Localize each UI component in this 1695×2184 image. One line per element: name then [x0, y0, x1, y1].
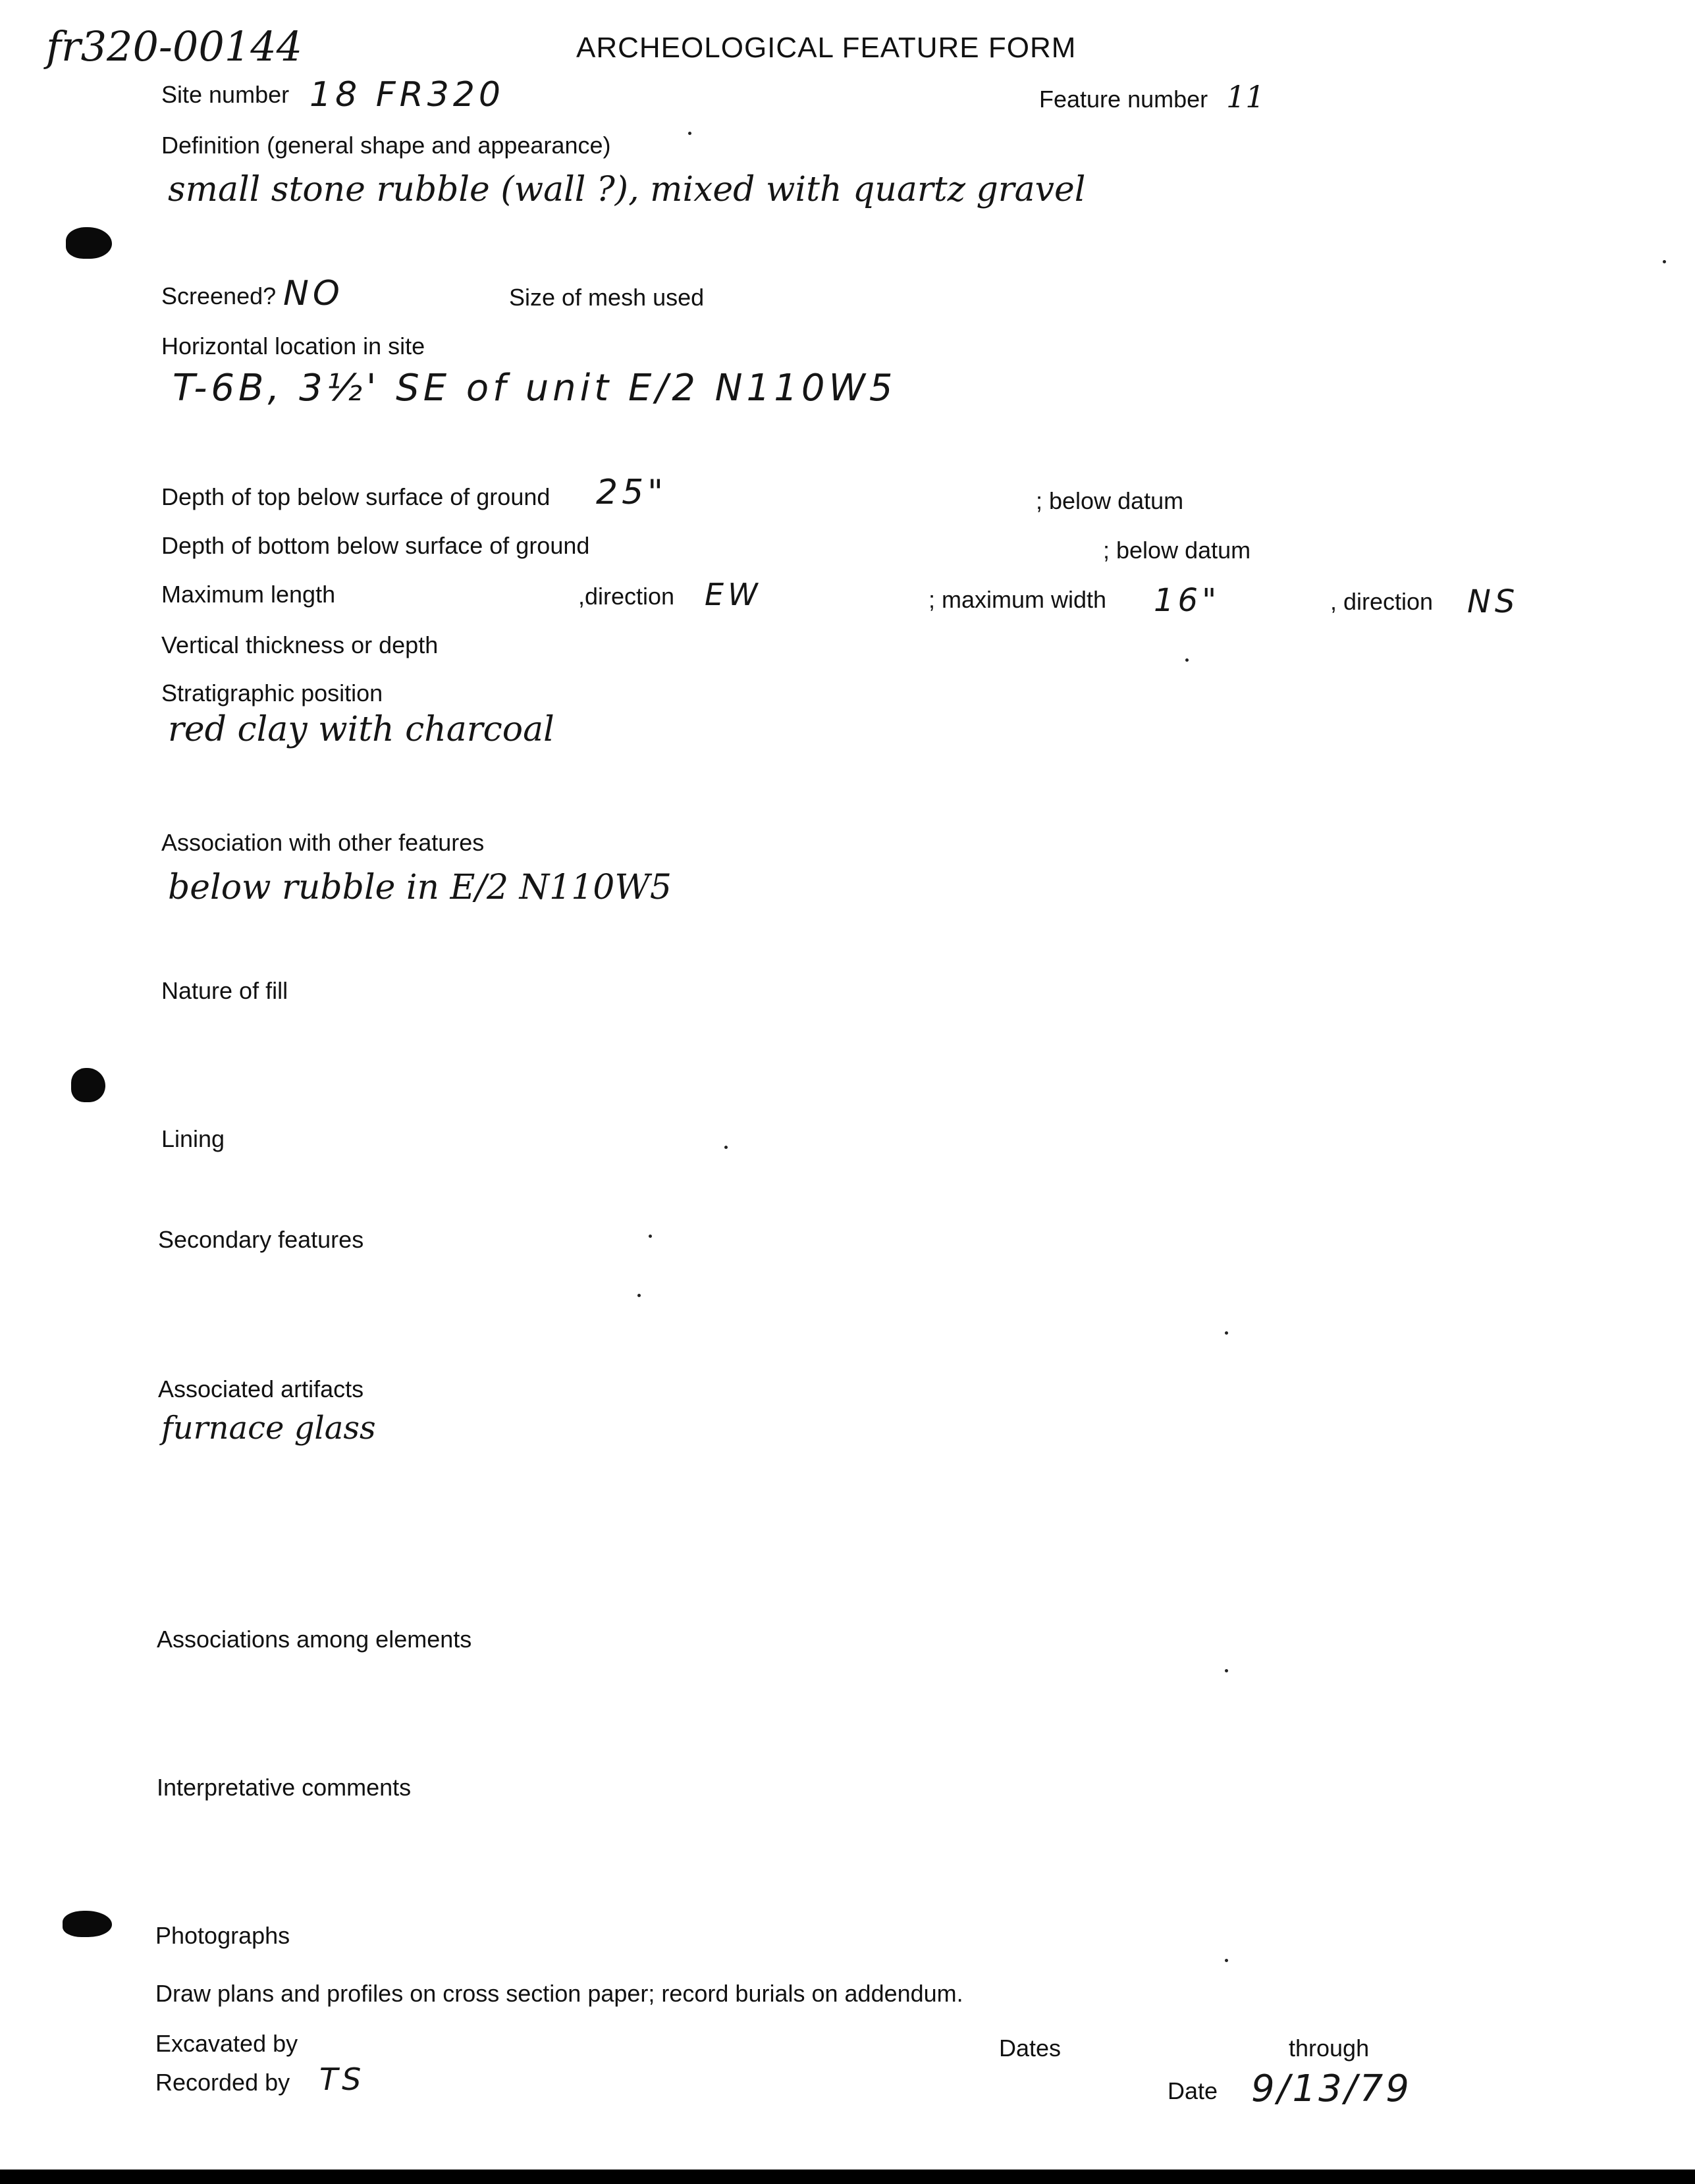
mesh-size-label: Size of mesh used [509, 284, 705, 311]
depth-top-datum-label: ; below datum [1036, 487, 1184, 514]
scan-speck [1185, 658, 1189, 662]
dates-through-label: through [1289, 2035, 1370, 2062]
depth-top-value: 25" [596, 473, 668, 512]
association-features-label: Association with other features [161, 829, 485, 856]
max-width-direction-label: , direction [1330, 588, 1434, 615]
date-value: 9/13/79 [1251, 2067, 1412, 2110]
max-width-value: 16" [1154, 582, 1221, 619]
stratigraphic-position-label: Stratigraphic position [161, 679, 383, 706]
feature-number-label: Feature number [1039, 86, 1208, 113]
scan-smudge [66, 227, 112, 259]
photographs-label: Photographs [155, 1922, 290, 1949]
file-code: fr320-00144 [46, 22, 303, 70]
recorded-by-label: Recorded by [155, 2069, 290, 2096]
interpretative-comments-label: Interpretative comments [157, 1774, 412, 1801]
associated-artifacts-value: furnace glass [161, 1410, 376, 1447]
lining-label: Lining [161, 1125, 225, 1152]
definition-value: small stone rubble (wall ?), mixed with quartz gravel [168, 170, 1086, 209]
depth-top-label: Depth of top below surface of ground [161, 483, 551, 510]
feature-number-value: 11 [1226, 79, 1265, 115]
vertical-thickness-label: Vertical thickness or depth [161, 631, 439, 658]
scan-speck [1663, 260, 1666, 263]
instructions-text: Draw plans and profiles on cross section paper; record burials on addendum. [155, 1980, 963, 2007]
associations-elements-label: Associations among elements [157, 1626, 472, 1653]
association-features-value: below rubble in E/2 N110W5 [168, 868, 672, 907]
max-width-direction-value: NS [1467, 583, 1519, 620]
site-number-label: Site number [161, 81, 290, 108]
recorded-by-value: TS [319, 2062, 365, 2097]
dates-label: Dates [999, 2035, 1062, 2062]
stratigraphic-position-value: red clay with charcoal [168, 710, 554, 749]
scan-smudge [71, 1068, 105, 1102]
scan-speck [637, 1294, 641, 1297]
horizontal-location-value: T-6B, 3½' SE of unit E/2 N110W5 [173, 367, 897, 410]
secondary-features-label: Secondary features [158, 1226, 364, 1253]
scan-speck [688, 132, 691, 135]
screened-value: NO [283, 274, 344, 313]
date-label: Date [1168, 2077, 1218, 2104]
scan-speck [1225, 1669, 1228, 1672]
scan-smudge [63, 1911, 112, 1937]
site-number-value: 18 FR320 [309, 75, 504, 115]
nature-of-fill-label: Nature of fill [161, 977, 288, 1004]
scan-speck [1225, 1959, 1228, 1962]
form-title: ARCHEOLOGICAL FEATURE FORM [576, 32, 1077, 64]
max-length-direction-value: EW [705, 577, 762, 612]
horizontal-location-label: Horizontal location in site [161, 333, 425, 360]
definition-label: Definition (general shape and appearance) [161, 132, 611, 159]
scan-speck [1225, 1331, 1228, 1335]
max-length-direction-label: ,direction [578, 583, 675, 610]
scan-speck [649, 1235, 652, 1238]
max-length-label: Maximum length [161, 581, 336, 608]
scan-bottom-edge [0, 2170, 1695, 2184]
depth-bottom-datum-label: ; below datum [1103, 537, 1251, 564]
scan-speck [724, 1146, 728, 1149]
depth-bottom-label: Depth of bottom below surface of ground [161, 532, 590, 559]
associated-artifacts-label: Associated artifacts [158, 1375, 364, 1402]
screened-label: Screened? [161, 282, 277, 309]
max-width-label: ; maximum width [928, 586, 1107, 613]
excavated-by-label: Excavated by [155, 2030, 298, 2057]
